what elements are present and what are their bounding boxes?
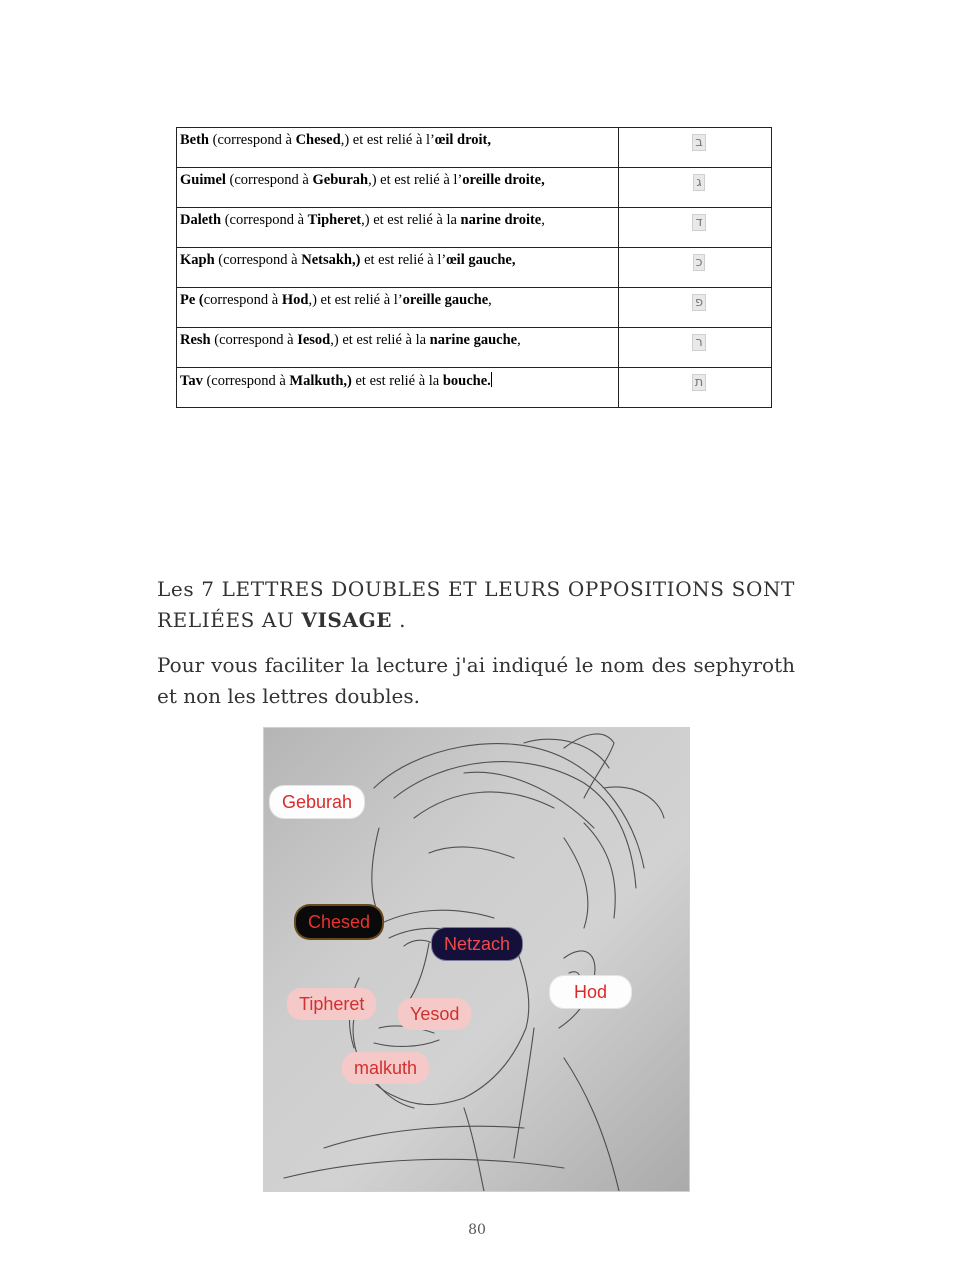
table-row (177, 128, 772, 168)
label-tipheret: Tipheret (287, 988, 376, 1020)
table-row (177, 328, 772, 368)
row-letter (619, 368, 772, 408)
hebrew-letter-icon: ב (692, 134, 706, 151)
label-chesed: Chesed (296, 906, 382, 938)
row-letter (619, 128, 772, 168)
hebrew-letter-icon: כ (693, 254, 706, 271)
row-description: Beth (correspond à Chesed,) et est relié à l’œil droit, (177, 128, 619, 168)
hebrew-letter-icon: פ (692, 294, 706, 311)
row-letter (619, 248, 772, 288)
row-description: Kaph (correspond à Netsakh,) et est relié à l’œil gauche, (177, 248, 619, 288)
row-description: Daleth (correspond à Tipheret,) et est relié à la narine droite, (177, 208, 619, 248)
row-letter (619, 168, 772, 208)
label-yesod: Yesod (398, 998, 471, 1030)
label-malkuth: malkuth (342, 1052, 429, 1084)
table-row (177, 248, 772, 288)
table-row (177, 208, 772, 248)
hebrew-letter-icon: ת (692, 374, 707, 391)
intro-paragraph: Pour vous faciliter la lecture j'ai indiqué le nom des sephyroth et non les lettres doubles. (157, 653, 795, 708)
hebrew-letter-icon: ג (693, 174, 704, 191)
row-letter (619, 328, 772, 368)
row-description: Guimel (correspond à Geburah,) et est relié à l’oreille droite, (177, 168, 619, 208)
section-heading: Les 7 LETTRES DOUBLES ET LEURS OPPOSITIONS SONT RELIÉES AU VISAGE . (157, 577, 795, 632)
table-row (177, 288, 772, 328)
page-number: 80 (468, 1222, 486, 1238)
label-netzach: Netzach (432, 928, 522, 960)
table-row (177, 168, 772, 208)
label-geburah: Geburah (270, 786, 364, 818)
text-cursor (491, 372, 493, 387)
row-letter (619, 288, 772, 328)
row-letter (619, 208, 772, 248)
row-description: Tav (correspond à Malkuth,) et est relié à la bouche. (177, 368, 619, 408)
hebrew-letter-icon: ר (692, 334, 705, 351)
correspondence-table (176, 127, 772, 408)
label-hod: Hod (550, 976, 631, 1008)
table-row (177, 368, 772, 408)
row-description: Resh (correspond à Iesod,) et est relié à la narine gauche, (177, 328, 619, 368)
row-description: Pe (correspond à Hod,) et est relié à l’oreille gauche, (177, 288, 619, 328)
hebrew-letter-icon: ד (692, 214, 705, 231)
face-sketch-figure (264, 728, 689, 1191)
